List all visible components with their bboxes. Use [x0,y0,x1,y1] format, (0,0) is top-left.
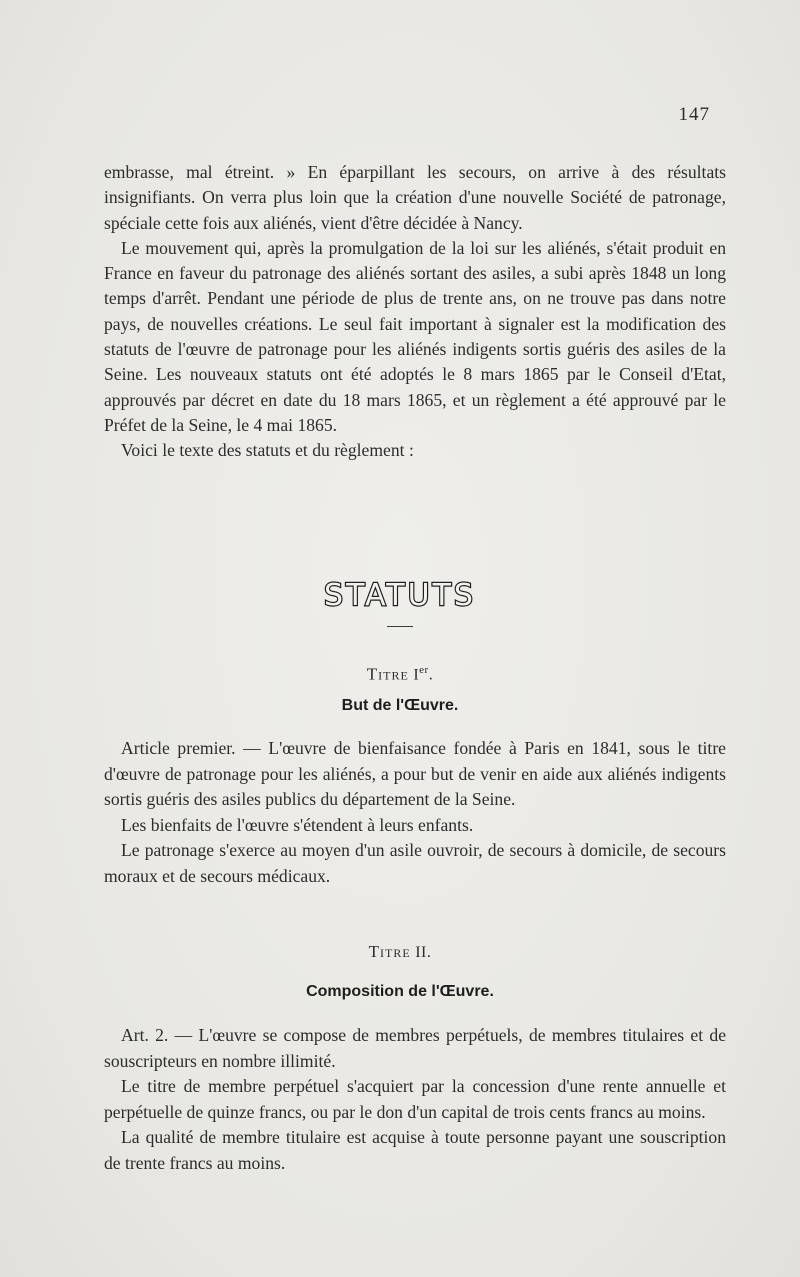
intro-text [104,160,726,464]
intro-paragraph: Voici le texte des statuts et du règlement : [121,440,414,461]
titre-1-trail: . [428,666,434,684]
section-2-paragraph: Le titre de membre perpétuel s'acquiert par la concession d'une rente annuelle et perpétuelle de quinze francs, ou par le don d'un capital de trois cents francs au moins. [104,1076,726,1122]
section-2-paragraph: La qualité de membre titulaire est acquise à toute personne payant une souscription de trente francs au moins. [104,1127,726,1173]
titre-1-numeral: I [413,666,420,684]
section-2-paragraph: Art. 2. — L'œuvre se compose de membres perpétuels, de membres titulaires et de souscripteurs en nombre illimité. [104,1025,726,1071]
intro-paragraph: Le mouvement qui, après la promulgation de la loi sur les aliénés, s'était produit en France en faveur du patronage des aliénés sortant des asiles, a subi après 1848 un long temps d'arrêt. Pendant une période de plus de trente ans, on ne trouve pas dans notre pays, de nouvelles créations. Le seul fait important à signaler est la modification des statuts de l'œuvre de patronage pour les aliénés indigents sortis guéris des asiles de la Seine. Les nouveaux statuts ont été adoptés le 8 mars 1865 par le Conseil d'Etat, approuvés par décret en date du 18 mars 1865, et un règlement a été approuvé par le Préfet de la Seine, le 4 mai 1865. [104,237,726,435]
section-1-paragraph: Article premier. — L'œuvre de bienfaisance fondée à Paris en 1841, sous le titre d'œuvre de patronage pour les aliénés, a pour but de venir en aide aux aliénés indigents sortis guéris des asiles publics du département de la Seine. [104,738,726,810]
titre-1-heading [0,664,800,684]
section-1-heading: But de l'Œuvre. [341,697,459,714]
titre-2-numeral: II. [415,944,432,961]
title-dash-divider [387,626,413,627]
intro-paragraph: embrasse, mal étreint. » En éparpillant les secours, on arrive à des résultats insignifiants. On verra plus loin que la création d'une nouvelle Société de patronage, spéciale cette fois aux aliénés, vient d'être décidée à Nancy. [104,162,726,233]
section-1-paragraph: Les bienfaits de l'œuvre s'étendent à leurs enfants. [121,814,474,835]
statuts-title-text: STATUTS [324,578,476,613]
section-2-heading: Composition de l'Œuvre. [306,983,494,1000]
titre-2-label: Titre [368,942,411,961]
titre-2-heading [0,942,800,962]
section-2-text [104,1023,726,1177]
page-number: 147 [678,104,710,125]
section-1-text [104,736,726,890]
titre-1-sup: er [419,664,429,676]
titre-1-label: Titre [366,664,409,684]
statuts-title [0,578,800,613]
section-1-paragraph: Le patronage s'exerce au moyen d'un asile ouvroir, de secours à domicile, de secours moraux et de secours médicaux. [104,840,726,886]
